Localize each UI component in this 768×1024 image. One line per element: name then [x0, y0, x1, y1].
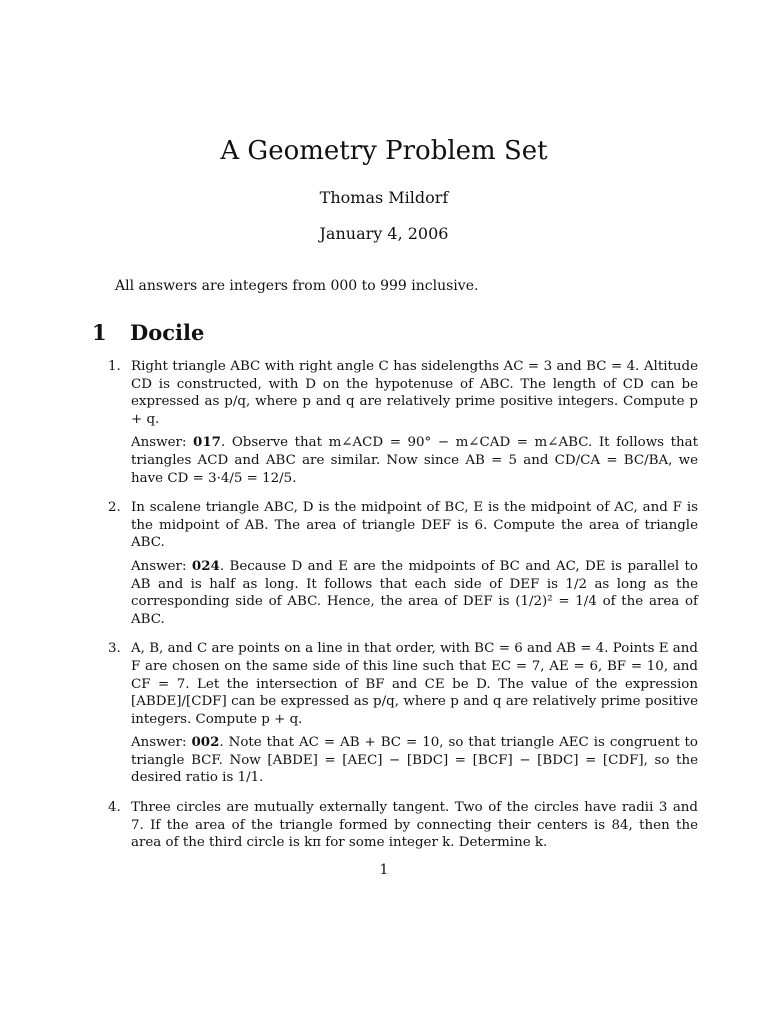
section-number: 1 — [92, 320, 107, 345]
answer-label: Answer: — [131, 735, 187, 751]
answer-text: . Observe that m∠ACD = 90° − m∠CAD = m∠ABC. It follows that triangles ACD and ABC are similar. Now since AB = 5 and CD/CA = BC/BA, we have CD = 3·4/5 = 12/5. — [131, 435, 698, 486]
problem-item — [108, 799, 698, 852]
problem-text: A, B, and C are points on a line in that order, with BC = 6 and AB = 4. Points E and F are chosen on the same side of this line such that EC = 7, AE = 6, BF = 10, and CF = 7. Let the intersection of BF and CE be D. The value of the expression [ABDE]/[CDF] can be expressed as p/q, where p and q are relatively prime positive integers. Compute p + q. — [131, 641, 698, 727]
paper-title: A Geometry Problem Set — [220, 136, 548, 166]
paper-date: January 4, 2006 — [319, 224, 449, 243]
answer-label: Answer: — [131, 435, 187, 451]
problem-text: Three circles are mutually externally tangent. Two of the circles have radii 3 and 7. If the area of the triangle formed by connecting their centers is 84, then the area of the third circle is kπ for some integer k. Determine k. — [131, 800, 698, 851]
problem-item — [108, 640, 698, 787]
problem-answer — [131, 734, 698, 787]
answer-value: 024 — [191, 557, 220, 574]
section-title: Docile — [130, 320, 205, 345]
answer-text: . Because D and E are the midpoints of BC and AC, DE is parallel to AB and is half as long. It follows that each side of DEF is 1/2 as long as the corresponding side of ABC. Hence, the area of DEF is (1/2)² = 1/4 of the area of ABC. — [131, 558, 698, 627]
answer-value: 017 — [193, 434, 221, 451]
author-name: Thomas Mildorf — [319, 188, 449, 207]
problem-number: 4. — [108, 800, 121, 816]
problem-number: 1. — [108, 359, 121, 374]
problem-item — [108, 358, 698, 487]
answer-text: . Note that AC = AB + BC = 10, so that triangle AEC is congruent to triangle BCF. Now [ABDE] = [AEC] − [BDC] = [BCF] − [BDC] = [CDF], so the desired ratio is 1/1. — [131, 735, 698, 786]
problem-list — [108, 358, 698, 864]
answer-label: Answer: — [131, 558, 187, 574]
problem-item — [108, 499, 698, 628]
problem-text: In scalene triangle ABC, D is the midpoint of BC, E is the midpoint of AC, and F is the midpoint of AB. The area of triangle DEF is 6. Compute the area of triangle ABC. — [131, 500, 698, 551]
problem-number: 3. — [108, 641, 121, 657]
problem-text: Right triangle ABC with right angle C has sidelengths AC = 3 and BC = 4. Altitude CD is constructed, with D on the hypotenuse of ABC. The length of CD can be expressed as p/q, where p and q are relatively prime positive integers. Compute p + q. — [131, 359, 698, 427]
problem-number: 2. — [108, 500, 121, 516]
problem-answer — [131, 434, 698, 487]
section-heading — [92, 320, 204, 345]
page-number: 1 — [379, 862, 389, 878]
answer-value: 002 — [191, 734, 220, 751]
problem-answer — [131, 558, 698, 628]
intro-text: All answers are integers from 000 to 999 inclusive. — [115, 278, 479, 294]
